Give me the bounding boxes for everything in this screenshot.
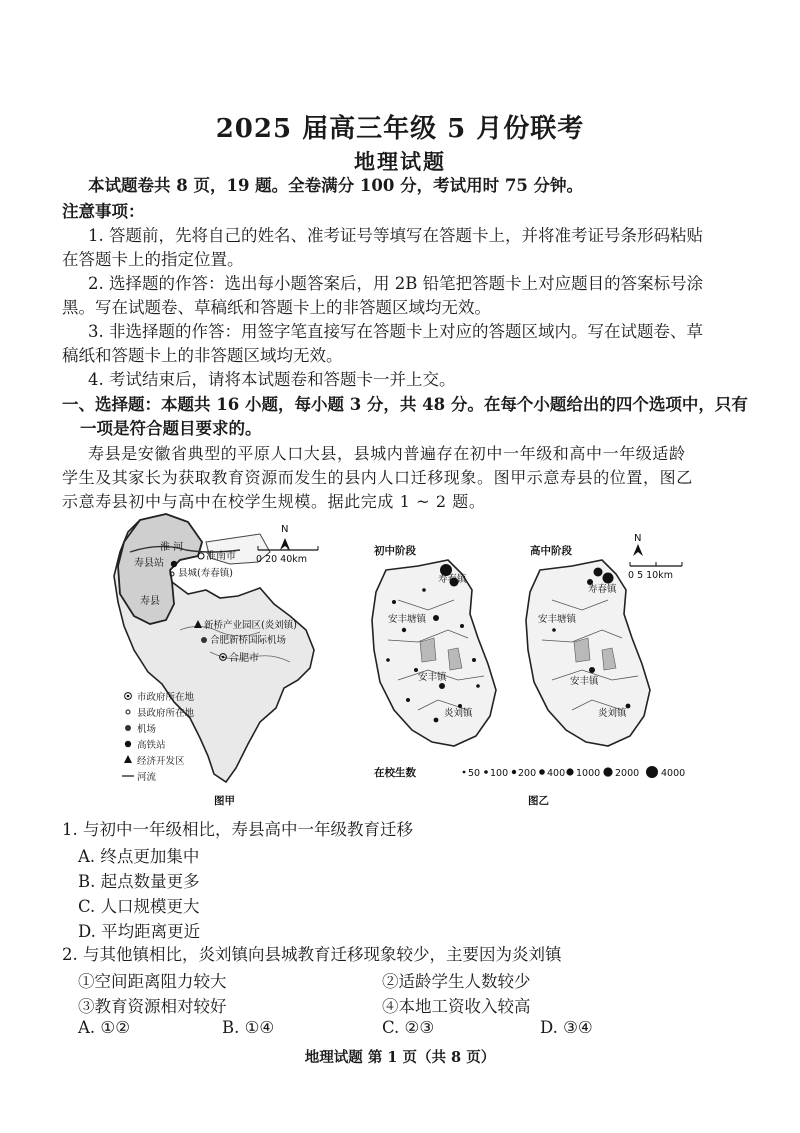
legend-b-2000: 2000	[615, 768, 640, 779]
figure-b-right-title: 高中阶段	[530, 545, 572, 557]
q2-stem: 2. 与其他镇相比，炎刘镇向县城教育迁移现象较少，主要因为炎刘镇	[62, 945, 562, 964]
q2-statement-4: ④本地工资收入较高	[382, 997, 531, 1016]
figure-b-student-map	[358, 530, 704, 812]
exam-info: 本试题卷共 8 页，19 题。全卷满分 100 分，考试用时 75 分钟。	[88, 176, 584, 195]
legend-a-1: 县政府所在地	[137, 708, 195, 719]
note-2a: 2. 选择题的作答：选出每小题答案后，用 2B 铅笔把答题卡上对应题目的答案标号涂	[88, 274, 704, 293]
label-county-town: 县城(寿春镇)	[178, 568, 233, 579]
q2-statement-2: ②适龄学生人数较少	[382, 972, 531, 991]
scale-b: 0 5 10km	[628, 570, 673, 581]
q2-option-b[interactable]: B. ①④	[222, 1018, 275, 1037]
right-town-shouchun: 寿春镇	[588, 584, 617, 595]
q1-option-d[interactable]: D. 平均距离更近	[78, 922, 201, 941]
left-town-yanliu: 炎刘镇	[444, 708, 473, 719]
q1-stem: 1. 与初中一年级相比，寿县高中一年级教育迁移	[62, 820, 413, 839]
legend-a-2: 机场	[137, 724, 157, 735]
label-shouxian: 寿县	[140, 596, 160, 607]
station-marker	[171, 561, 177, 567]
label-airport: 合肥新桥国际机场	[210, 635, 287, 646]
q2-option-d[interactable]: D. ③④	[540, 1018, 593, 1037]
q2-option-a[interactable]: A. ①②	[78, 1018, 130, 1037]
label-huainan: 淮南市	[206, 551, 236, 562]
north-arrow-icon	[633, 544, 643, 556]
note-3a: 3. 非选择题的作答：用签字笔直接写在答题卡上对应的答题区域内。写在试题卷、草	[88, 322, 703, 341]
legend-a-0: 市政府所在地	[137, 692, 195, 703]
note-4: 4. 考试结束后，请将本试题卷和答题卡一并上交。	[88, 370, 456, 389]
north-label-b: N	[634, 533, 642, 544]
label-hefei: 合肥市	[229, 653, 259, 664]
note-3b: 稿纸和答题卡上的非答题区域均无效。	[62, 346, 343, 365]
legend-a-4: 经济开发区	[137, 756, 185, 767]
label-shouxian-station: 寿县站	[134, 558, 164, 569]
section1-heading-b: 一项是符合题目要求的。	[80, 419, 262, 438]
passage-line-2: 学生及其家长为获取教育资源而发生的县内人口迁移现象。图甲示意寿县的位置，图乙	[62, 468, 693, 487]
scale-a: 0 20 40km	[256, 554, 308, 565]
legend-b-1000: 1000	[576, 768, 601, 779]
figure-a-caption: 图甲	[214, 795, 235, 807]
legend-a-5: 河流	[137, 772, 157, 783]
legend-b-200: 200	[518, 768, 537, 779]
left-town-shouchun: 寿春镇	[438, 574, 467, 585]
passage-line-3: 示意寿县初中与高中在校学生规模。据此完成 1 ~ 2 题。	[62, 492, 486, 511]
legend-b-400: 400	[547, 768, 566, 779]
notes-heading: 注意事项：	[62, 202, 145, 221]
section1-heading-a: 一、选择题：本题共 16 小题，每小题 3 分，共 48 分。在每个小题给出的四个选项中，只有	[62, 395, 748, 414]
legend-b-4000: 4000	[661, 768, 686, 779]
exam-subject: 地理试题	[354, 149, 446, 174]
q2-option-c[interactable]: C. ②③	[382, 1018, 435, 1037]
right-town-anfengtang: 安丰塘镇	[538, 614, 577, 625]
label-huaihe: 淮 河	[160, 542, 184, 553]
exam-title: 2025 届高三年级 5 月份联考	[215, 114, 585, 144]
junior-map	[372, 560, 496, 746]
q1-option-c[interactable]: C. 人口规模更大	[78, 897, 200, 916]
north-label-a: N	[281, 524, 289, 535]
right-town-yanliu: 炎刘镇	[598, 708, 627, 719]
q2-statement-3: ③教育资源相对较好	[78, 997, 227, 1016]
figure-b-left-title: 初中阶段	[374, 545, 416, 557]
note-2b: 黑。写在试题卷、草稿纸和答题卡上的非答题区域均无效。	[62, 298, 491, 317]
figure-b-caption: 图乙	[528, 795, 549, 807]
legend-a-3: 高铁站	[137, 740, 166, 751]
legend-b-100: 100	[490, 768, 509, 779]
label-xinqiao-park: 新桥产业园区(炎刘镇)	[204, 620, 297, 631]
hefei-marker	[222, 656, 225, 659]
note-1b: 在答题卡上的指定位置。	[62, 250, 244, 269]
q1-option-b[interactable]: B. 起点数量更多	[78, 872, 200, 891]
left-town-anfeng: 安丰镇	[418, 672, 447, 683]
left-town-anfengtang: 安丰塘镇	[388, 614, 427, 625]
note-1a: 1. 答题前，先将自己的姓名、准考证号等填写在答题卡上，并将准考证号条形码粘贴	[88, 226, 703, 245]
q1-option-a[interactable]: A. 终点更加集中	[78, 847, 200, 866]
right-town-anfeng: 安丰镇	[570, 676, 599, 687]
legend-b-title: 在校生数	[374, 767, 416, 779]
q2-statement-1: ①空间距离阻力较大	[78, 972, 227, 991]
passage-line-1: 寿县是安徽省典型的平原人口大县，县城内普遍存在初中一年级和高中一年级适龄	[88, 444, 686, 463]
legend-b-50: 50	[468, 768, 481, 779]
page-footer: 地理试题 第 1 页（共 8 页）	[304, 1049, 496, 1066]
figure-a-location-map	[110, 512, 350, 812]
airport-marker	[201, 637, 207, 643]
